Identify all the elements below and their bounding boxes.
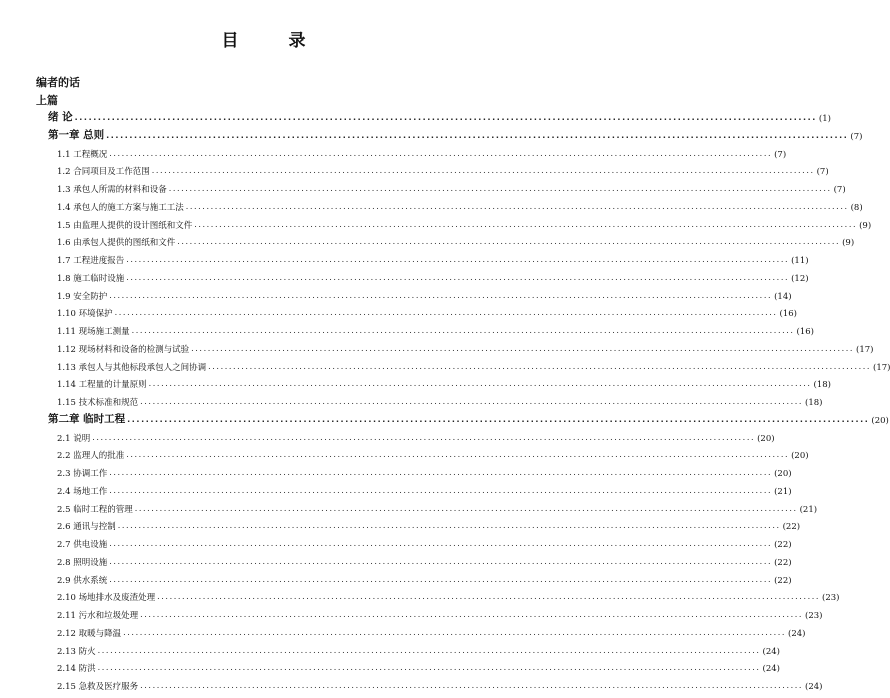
toc-entry-title: 1.8 施工临时设施	[57, 273, 125, 284]
toc-section-entry	[57, 249, 809, 266]
toc-dot-leader: ................................................................................................................................................................	[134, 503, 798, 513]
toc-dot-leader: ................................................................................................................................................................	[126, 450, 790, 460]
toc-page-number: (22)	[782, 522, 801, 533]
toc-page-number: (24)	[788, 628, 806, 639]
toc-entry-title: 1.7 工程进度报告	[57, 256, 125, 266]
toc-entry-title: 第一章 总则	[48, 128, 105, 141]
toc-dot-leader: ................................................................................................................................................................	[126, 272, 790, 282]
toc-entry-title: 2.2 监理人的批准	[57, 451, 125, 462]
toc-page-number: (12)	[791, 273, 809, 284]
toc-page-number: (8)	[850, 202, 863, 213]
toc-entry-title: 1.14 工程量的计量原则	[57, 380, 147, 391]
toc-page-number: (23)	[805, 611, 823, 621]
toc-section-entry	[57, 143, 787, 160]
editor-note-heading: 编者的话	[36, 76, 80, 89]
toc-section-entry	[57, 586, 840, 604]
toc-dot-leader: ................................................................................................................................................................	[109, 290, 773, 300]
toc-section-entry	[57, 444, 809, 462]
toc-dot-leader: ................................................................................................................................................................	[140, 681, 804, 690]
toc-page-number: (9)	[859, 220, 872, 231]
toc-entry-title: 1.3 承包人所需的材料和设备	[57, 185, 167, 195]
toc-section-entry	[57, 622, 806, 639]
toc-page-number: (7)	[850, 131, 863, 142]
toc-page-number: (20)	[774, 469, 792, 479]
toc-dot-leader: ................................................................................................................................................................	[92, 432, 756, 442]
toc-page-number: (21)	[774, 486, 792, 497]
toc-dot-leader: ................................................................................................................................................................	[109, 556, 773, 566]
toc-dot-leader: ................................................................................................................................................................	[109, 148, 773, 158]
toc-entry-title: 2.5 临时工程的管理	[57, 504, 133, 515]
toc-chapter-entry	[48, 409, 889, 426]
toc-dot-leader: ................................................................................................................................................................	[109, 485, 773, 495]
toc-dot-leader: ................................................................................................................................................................	[208, 361, 872, 371]
toc-section-entry	[57, 640, 780, 657]
toc-entry-title: 2.4 场地工作	[57, 486, 108, 497]
toc-section-entry	[57, 338, 874, 355]
toc-dot-leader: ................................................................................................................................................................	[177, 237, 841, 247]
toc-dot-leader: ................................................................................................................................................................	[127, 414, 870, 424]
toc-dot-leader: ................................................................................................................................................................	[157, 592, 821, 602]
toc-page-number: (24)	[762, 646, 780, 657]
toc-entry-title: 2.13 防火	[57, 646, 96, 657]
toc-dot-leader: ................................................................................................................................................................	[97, 663, 761, 673]
toc-entry-title: 2.7 供电设施	[57, 540, 108, 550]
toc-section-entry	[57, 551, 792, 568]
toc-page-number: (11)	[791, 256, 809, 266]
toc-section-entry	[57, 231, 855, 249]
toc-page-number: (24)	[762, 664, 780, 675]
toc-page-number: (1)	[818, 114, 831, 124]
toc-page-number: (23)	[822, 593, 840, 604]
toc-section-entry	[57, 498, 818, 515]
toc-page-number: (22)	[774, 540, 792, 550]
toc-page-number: (7)	[816, 167, 829, 178]
toc-page-number: (7)	[774, 149, 787, 160]
toc-section-entry	[57, 373, 831, 391]
toc-dot-leader: ................................................................................................................................................................	[117, 521, 781, 531]
toc-page-number: (22)	[774, 575, 792, 586]
toc-page-number: (20)	[871, 415, 889, 426]
toc-section-entry	[57, 533, 792, 550]
toc-section-entry	[57, 462, 792, 479]
toc-section-entry	[57, 267, 809, 284]
toc-chapter-entry	[48, 125, 863, 142]
toc-entry-title: 2.1 说明	[57, 433, 91, 444]
toc-entry-title: 2.3 协调工作	[57, 469, 108, 479]
toc-chapter-entry	[48, 107, 831, 124]
toc-section-entry	[57, 178, 846, 195]
toc-section-entry	[57, 160, 829, 178]
toc-page-number: (7)	[833, 185, 846, 195]
toc-dot-leader: ................................................................................................................................................................	[185, 201, 849, 211]
toc-dot-leader: ................................................................................................................................................................	[114, 308, 778, 318]
toc-page-number: (14)	[774, 291, 792, 302]
toc-section-entry	[57, 480, 792, 497]
toc-page-number: (17)	[856, 344, 874, 355]
toc-entry-title: 2.9 供水系统	[57, 575, 108, 586]
toc-entry-title: 绪 论	[48, 111, 73, 123]
toc-section-entry	[57, 675, 823, 692]
toc-dot-leader: ................................................................................................................................................................	[131, 326, 795, 335]
toc-page-number: (18)	[813, 380, 831, 391]
toc-section-entry	[57, 569, 792, 586]
toc-section-entry	[57, 214, 872, 231]
page-title: 目 录	[221, 31, 328, 51]
toc-page-number: (9)	[842, 238, 855, 249]
toc-page-number: (20)	[757, 433, 775, 444]
toc-entry-title: 1.6 由承包人提供的图纸和文件	[57, 238, 176, 249]
toc-dot-leader: ................................................................................................................................................................	[97, 645, 761, 655]
toc-page-number: (22)	[774, 557, 792, 568]
toc-entry-title: 1.5 由监理人提供的设计图纸和文件	[57, 220, 193, 231]
toc-dot-leader: ................................................................................................................................................................	[109, 574, 773, 584]
toc-dot-leader: ................................................................................................................................................................	[106, 130, 849, 140]
toc-entry-title: 1.11 现场施工测量	[57, 327, 130, 337]
toc-dot-leader: ................................................................................................................................................................	[151, 166, 815, 176]
toc-dot-leader: ................................................................................................................................................................	[148, 379, 812, 389]
toc-entry-title: 1.4 承包人的施工方案与施工工法	[57, 202, 184, 213]
toc-dot-leader: ................................................................................................................................................................	[74, 113, 817, 122]
toc-entry-title: 2.12 取暖与降温	[57, 628, 122, 639]
toc-entry-title: 1.10 环境保护	[57, 309, 113, 320]
toc-entry-title: 1.13 承包人与其他标段承包人之间协调	[57, 362, 207, 373]
toc-page-number: (21)	[799, 504, 818, 515]
toc-dot-leader: ................................................................................................................................................................	[123, 627, 787, 637]
part-heading: 上篇	[36, 94, 58, 107]
toc-section-entry	[57, 657, 780, 675]
toc-entry-title: 第二章 临时工程	[48, 412, 126, 425]
toc-page-number: (17)	[873, 362, 890, 373]
toc-entry-title: 1.15 技术标准和规范	[57, 398, 139, 408]
toc-section-entry	[57, 356, 890, 373]
toc-page-number: (24)	[805, 682, 823, 692]
toc-section-entry	[57, 302, 797, 320]
toc-dot-leader: ................................................................................................................................................................	[109, 468, 773, 477]
toc-entry-title: 1.9 安全防护	[57, 291, 108, 302]
toc-entry-title: 2.10 场地排水及废渣处理	[57, 593, 156, 604]
toc-dot-leader: ................................................................................................................................................................	[126, 255, 790, 264]
toc-page-number: (20)	[791, 451, 809, 462]
toc-dot-leader: ................................................................................................................................................................	[140, 610, 804, 619]
toc-section-entry	[57, 285, 792, 302]
toc-dot-leader: ................................................................................................................................................................	[140, 397, 804, 406]
toc-entry-title: 2.6 通讯与控制	[57, 522, 116, 533]
toc-entry-title: 1.1 工程概况	[57, 149, 108, 160]
toc-entry-title: 2.8 照明设施	[57, 557, 108, 568]
toc-section-entry	[57, 604, 823, 621]
toc-entry-title: 2.15 急救及医疗服务	[57, 682, 139, 692]
toc-dot-leader: ................................................................................................................................................................	[194, 219, 858, 229]
toc-entry-title: 2.11 污水和垃圾处理	[57, 611, 139, 621]
toc-dot-leader: ................................................................................................................................................................	[191, 343, 855, 353]
toc-page-number: (16)	[796, 327, 814, 337]
toc-section-entry	[57, 427, 775, 444]
toc-page-number: (16)	[779, 309, 797, 320]
toc-page-number: (18)	[805, 398, 823, 408]
toc-entry-title: 1.12 现场材料和设备的检测与试验	[57, 344, 190, 355]
toc-entry-title: 1.2 合同项目及工作范围	[57, 167, 150, 178]
toc-dot-leader: ................................................................................................................................................................	[168, 184, 832, 193]
toc-section-entry	[57, 515, 801, 533]
toc-section-entry	[57, 196, 863, 213]
toc-section-entry	[57, 320, 814, 337]
toc-dot-leader: ................................................................................................................................................................	[109, 539, 773, 548]
toc-section-entry	[57, 391, 823, 408]
toc-entry-title: 2.14 防洪	[57, 664, 96, 675]
